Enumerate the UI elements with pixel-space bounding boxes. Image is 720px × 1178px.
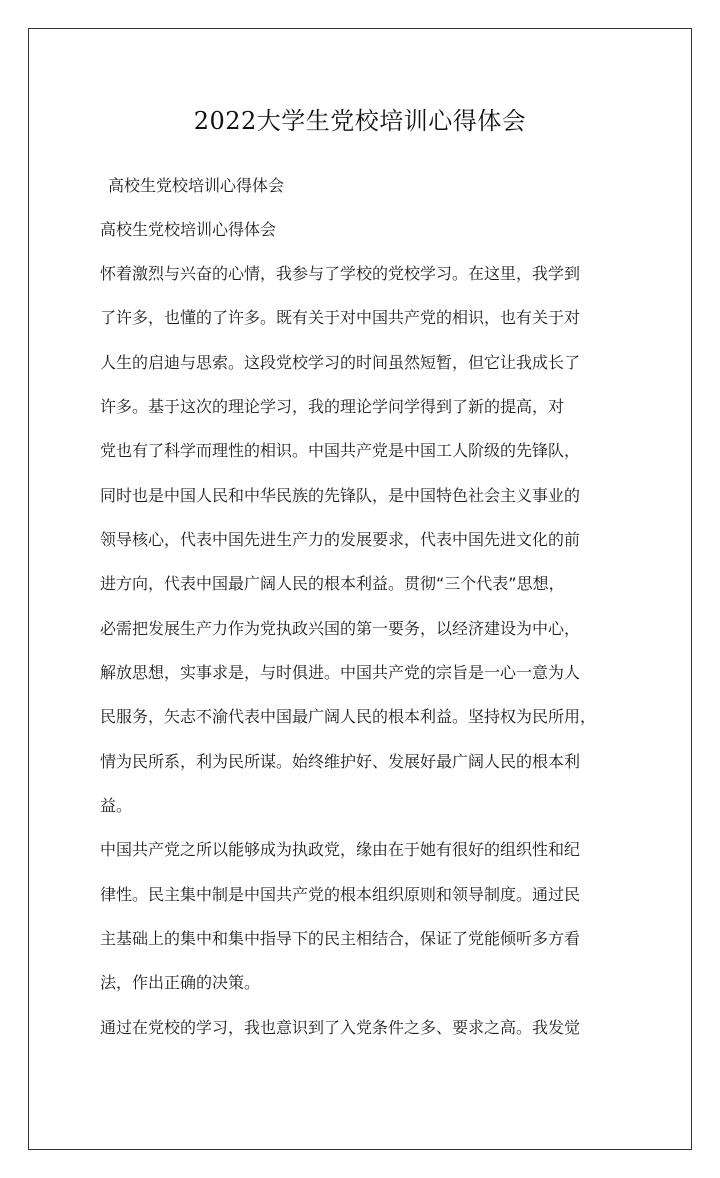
paragraph-line: 了许多，也懂的了许多。既有关于对中国共产党的相识，也有关于对 [100, 308, 581, 327]
paragraph-line: 必需把发展生产力作为党执政兴国的第一要务，以经济建设为中心， [100, 619, 581, 638]
paragraph-line: 法，作出正确的决策。 [100, 973, 261, 992]
paragraph-line: 律性。民主集中制是中国共产党的根本组织原则和领导制度。通过民 [100, 885, 581, 904]
paragraph-line: 许多。基于这次的理论学习，我的理论学问学得到了新的提高，对 [100, 397, 565, 416]
paragraph-line: 领导核心，代表中国先进生产力的发展要求，代表中国先进文化的前 [100, 530, 581, 549]
paragraph-line: 人生的启迪与思索。这段党校学习的时间虽然短暂，但它让我成长了 [100, 353, 581, 372]
paragraph-line: 同时也是中国人民和中华民族的先锋队，是中国特色社会主义事业的 [100, 486, 581, 505]
paragraph-line: 进方向，代表中国最广阔人民的根本利益。贯彻“三个代表”思想， [100, 574, 565, 593]
document-title: 2022大学生党校培训心得体会 [193, 107, 527, 135]
paragraph-line: 党也有了科学而理性的相识。中国共产党是中国工人阶级的先锋队， [100, 441, 581, 460]
paragraph-line: 怀着激烈与兴奋的心情，我参与了学校的党校学习。在这里，我学到 [100, 264, 581, 283]
paragraph-line: 中国共产党之所以能够成为执政党，缘由在于她有很好的组织性和纪 [100, 840, 581, 859]
subtitle-1: 高校生党校培训心得体会 [108, 176, 285, 195]
paragraph-line: 通过在党校的学习，我也意识到了入党条件之多、要求之高。我发觉 [100, 1018, 581, 1037]
paragraph-line: 主基础上的集中和集中指导下的民主相结合，保证了党能倾听多方看 [100, 929, 581, 948]
paragraph-line: 民服务，矢志不渝代表中国最广阔人民的根本利益。坚持权为民所用， [100, 707, 597, 726]
paragraph-line: 情为民所系，利为民所谋。始终维护好、发展好最广阔人民的根本利 [100, 752, 581, 771]
paragraph-line: 解放思想，实事求是，与时俱进。中国共产党的宗旨是一心一意为人 [100, 663, 581, 682]
subtitle-2: 高校生党校培训心得体会 [100, 220, 277, 239]
paragraph-line: 益。 [100, 796, 133, 815]
